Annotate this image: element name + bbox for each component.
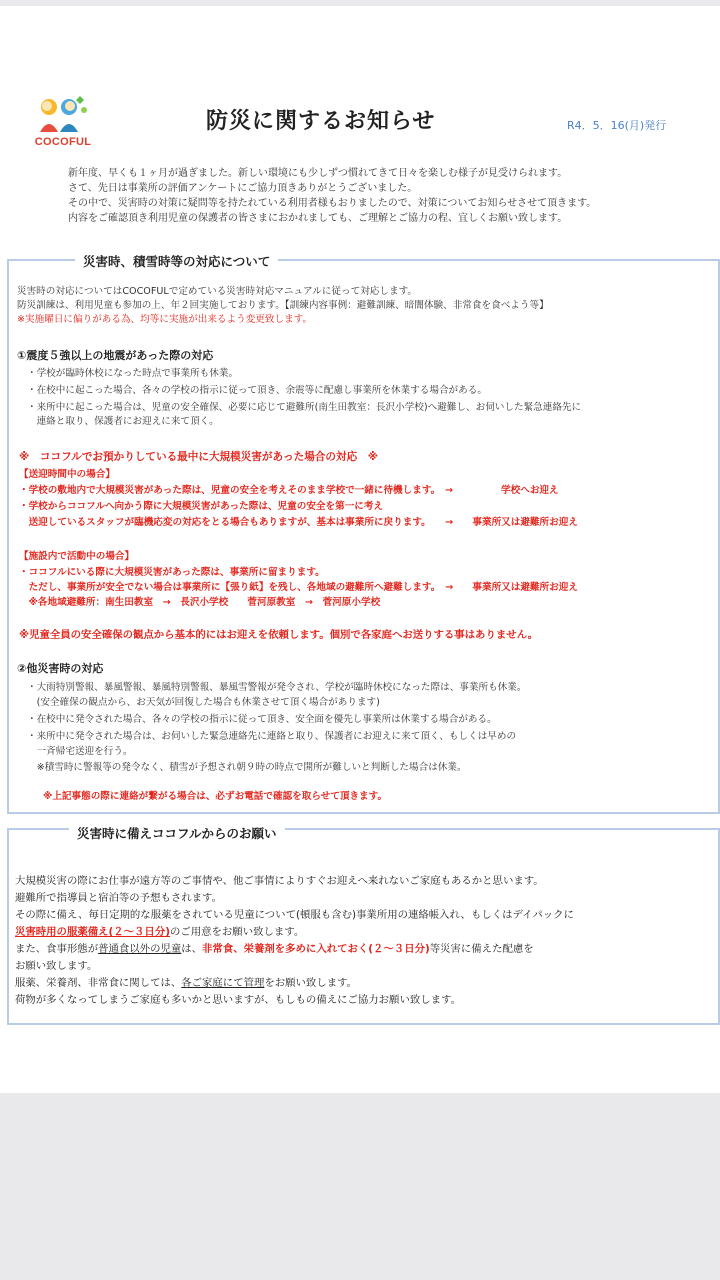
facility-heading: 【施設内で活動中の場合】 [19, 551, 135, 562]
section-heading: 災害時、積雪時等の対応について [75, 252, 278, 270]
transport-line: 送迎しているスタッフが臨機応変の対応をとる場合もありますが、基本は事業所に戻ります。 → 事業所又は避難所お迎え [19, 517, 578, 528]
other-disaster-heading: ②他災害時の対応 [17, 662, 104, 675]
emergency-food-highlight: 非常食、栄養剤を多めに入れておく(２～３日分) [202, 943, 430, 955]
notice-sheet [0, 6, 720, 1093]
preparation-request-section [7, 828, 720, 1025]
text-line: 避難所で指導員と宿泊等の予想もされます。 [15, 892, 222, 904]
special-diet-highlight: 普通食以外の児童 [98, 943, 182, 955]
text-fragment: をお願い致します。 [264, 977, 358, 989]
facility-line: ※各地域避難所：南生田教室 → 長沢小学校 菅河原教室 → 菅河原小学校 [19, 597, 381, 608]
list-item: ・在校中に起こった場合、各々の学校の指示に従って頂き、余震等に配慮し事業所を休業する場合がある。 [27, 385, 487, 396]
text-fragment: また、食事形態が [15, 943, 99, 955]
text-line [15, 941, 534, 957]
text-line: お願い致します。 [15, 960, 98, 972]
text-line: その際に備え、毎日定期的な服薬をされている児童について(頓服も含む)事業所用の連絡帳入れ、もしくはデイパックに [15, 909, 574, 921]
facility-line: ・ココフルにいる際に大規模災害があった際は、事業所に留まります。 [19, 567, 325, 578]
list-item: 連絡と取り、保護者にお迎えに来て頂く。 [27, 416, 219, 427]
pickup-note: ※児童全員の安全確保の観点から基本的にはお迎えを依頼します。個別で各家庭へお送りする事はありません。 [19, 629, 539, 641]
page-title: 防災に関するお知らせ [206, 109, 436, 134]
text-fragment: 服薬、栄養剤、非常食に関しては、 [15, 977, 182, 989]
transport-heading: 【送迎時間中の場合】 [19, 469, 115, 480]
transport-line: ・学校からココフルへ向かう際に大規模災害があった際は、児童の安全を第一に考え [19, 501, 384, 512]
facility-line: ただし、事業所が安全でない場合は事業所に【張り紙】を残し、各地域の避難所へ避難します。 → 事業所又は避難所お迎え [19, 582, 578, 593]
text-line: 災害時の対応についてはCOCOFULで定めている災害時対応マニュアルに従って対応します。 [17, 286, 418, 297]
list-item: (安全確保の観点から、お天気が回復した場合も休業させて頂く場合があります) [27, 697, 380, 708]
text-line: 荷物が多くなってしまうご家庭も多いかと思いますが、もしもの備えにご協力お願い致します。 [15, 994, 461, 1006]
disaster-response-section [7, 254, 720, 814]
text-fragment: のご用意をお願い致します。 [169, 926, 305, 938]
intro-paragraph [68, 166, 708, 226]
list-item: ・来所中に発令された場合は、お伺いした緊急連絡先に連絡と取り、保護者にお迎えに来て頂く、もしくは早めの [27, 731, 517, 742]
text-fragment: は、 [181, 943, 203, 955]
intro-line: さて、先日は事業所の評価アンケートにご協力頂きありがとうございました。 [68, 183, 418, 194]
list-item: ・来所中に起こった場合は、児童の安全確保、必要に応じて避難所(南生田教室：長沢小学校)へ避難し、お伺いした緊急連絡先に [27, 402, 582, 413]
list-item: ※積雪時に警報等の発令なく、積雪が予想され朝９時の時点で開所が難しいと判断した場合は休業。 [27, 762, 467, 773]
quake-heading: ①震度５強以上の地震があった際の対応 [17, 349, 214, 362]
medication-highlight: 災害時用の服薬備え(２～３日分) [15, 926, 170, 938]
logo-text: COCOFUL [34, 136, 92, 148]
list-item: ・在校中に発令された場合、各々の学校の指示に従って頂き、安全面を優先し事業所は休業する場合がある。 [27, 714, 497, 725]
cocoful-logo [28, 94, 98, 154]
major-disaster-heading: ※ ココフルでお預かりしている最中に大規模災害があった場合の対応 ※ [19, 451, 379, 463]
children-logo-icon [28, 94, 98, 138]
text-line: 防災訓練は、利用児童も参加の上、年２回実施しております。【訓練内容事例：避難訓練、暗闇体験、非常食を食べよう等】 [17, 300, 549, 311]
list-item: ・学校が臨時休校になった時点で事業所も休業。 [27, 368, 239, 379]
intro-line: その中で、災害時の対策に疑問等を持たれている利用者様もおりましたので、対策についてお知らせさせて頂きます。 [68, 198, 597, 209]
list-item: 一斉帰宅送迎を行う。 [27, 746, 133, 757]
intro-line: 新年度、早くも１ヶ月が過ぎました。新しい環境にも少しずつ慣れてきて日々を楽しむ様子が見受けられます。 [68, 168, 568, 179]
list-item: ・大雨特別警報、暴風警報、暴風特別警報、暴風雪警報が発令され、学校が臨時休校になった際は、事業所も休業。 [27, 682, 527, 693]
text-line [15, 924, 304, 940]
text-fragment: 等災害に備えた配慮を [429, 943, 534, 955]
issue-date: R4．5．16(月)発行 [567, 119, 667, 132]
red-note: ※実施曜日に偏りがある為、均等に実施が出来るよう変更致します。 [17, 314, 313, 325]
text-line: 大規模災害の際にお仕事が遠方等のご事情や、他ご事情によりすぐお迎えへ来れないご家庭もあるかと思います。 [15, 875, 544, 887]
home-management-highlight: 各ご家庭にて管理 [181, 977, 265, 989]
text-line [15, 975, 357, 991]
phone-note: ※上記事態の際に連絡が繋がる場合は、必ずお電話で確認を取らせて頂きます。 [43, 791, 388, 802]
section-heading: 災害時に備えココフルからのお願い [69, 824, 285, 842]
intro-line: 内容をご確認頂き利用児童の保護者の皆さまにおかれましても、ご理解とご協力の程、宜しくお願い致します。 [68, 213, 568, 224]
transport-line: ・学校の敷地内で大規模災害があった際は、児童の安全を考えそのまま学校で一緒に待機します。 → 学校へお迎え [19, 485, 559, 496]
